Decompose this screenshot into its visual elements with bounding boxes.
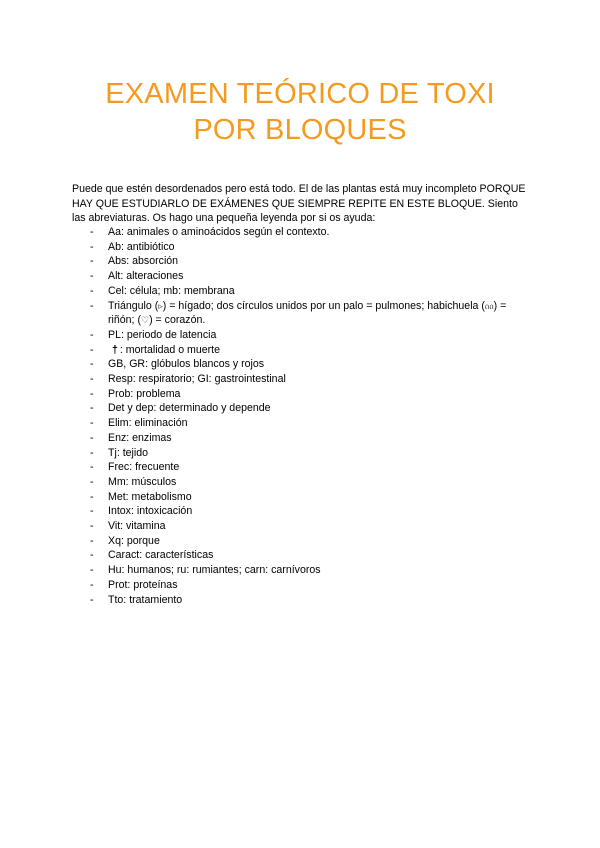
list-item: - Cel: célula; mb: membrana <box>72 284 532 299</box>
list-item: - Elim: eliminación <box>72 416 532 431</box>
kidney-text: ) = riñón; ( <box>108 299 507 327</box>
intro-paragraph: Puede que estén desordenados pero está todo. El de las plantas está muy incompleto PORQUE HAY QUE ESTUDIARLO DE EXÁMENES QUE SIEMPRE REPITE EN ESTE BLOQUE. Siento las abreviaturas. Os hago una pequeña leyenda por si os ayuda: <box>72 183 526 224</box>
page-title <box>40 76 560 148</box>
list-item: - Vit: vitamina <box>72 519 532 534</box>
lungs-bean-text: ) = hígado; dos círculos unidos por un palo = pulmones; habichuela ( <box>162 299 485 312</box>
list-item: - Intox: intoxicación <box>72 504 532 519</box>
list-item: - Caract: características <box>72 548 532 563</box>
triangle-icon: ▹ <box>158 300 163 311</box>
list-item: - Enz: enzimas <box>72 431 532 446</box>
triangle-text: Triángulo ( <box>108 299 159 312</box>
list-item: - Mm: músculos <box>72 475 532 490</box>
list-item: - Abs: absorción <box>72 254 532 269</box>
list-item: - Alt: alteraciones <box>72 269 532 284</box>
heart-icon: ♡ <box>140 315 150 326</box>
list-item: - Met: metabolismo <box>72 490 532 505</box>
list-item: - Aa: animales o aminoácidos según el contexto. <box>72 225 532 240</box>
dagger-text: : mortalidad o muerte <box>119 343 221 356</box>
list-item: - GB, GR: glóbulos blancos y rojos <box>72 357 532 372</box>
heart-text: ) = corazón. <box>149 314 206 327</box>
list-item: - Det y dep: determinado y depende <box>72 401 532 416</box>
list-item-organ-symbols <box>72 299 532 328</box>
title-line-2: POR BLOQUES <box>193 114 407 146</box>
list-item: - Prob: problema <box>72 387 532 402</box>
list-item: - Frec: frecuente <box>72 460 532 475</box>
list-item: - Resp: respiratorio; GI: gastrointestinal <box>72 372 532 387</box>
list-item-dagger <box>72 343 532 358</box>
list-item: - Tj: tejido <box>72 446 532 461</box>
list-item: - Ab: antibiótico <box>72 240 532 255</box>
list-item: - Xq: porque <box>72 534 532 549</box>
list-item: - PL: periodo de latencia <box>72 328 532 343</box>
dagger-icon: † <box>112 343 118 356</box>
bean-icon: ᦶ <box>484 300 494 311</box>
list-item: - Hu: humanos; ru: rumiantes; carn: carnívoros <box>72 563 532 578</box>
title-line-1: EXAMEN TEÓRICO DE TOXI <box>105 78 495 110</box>
abbreviation-list <box>72 225 532 607</box>
list-item: - Tto: tratamiento <box>72 593 532 608</box>
list-item: - Prot: proteínas <box>72 578 532 593</box>
